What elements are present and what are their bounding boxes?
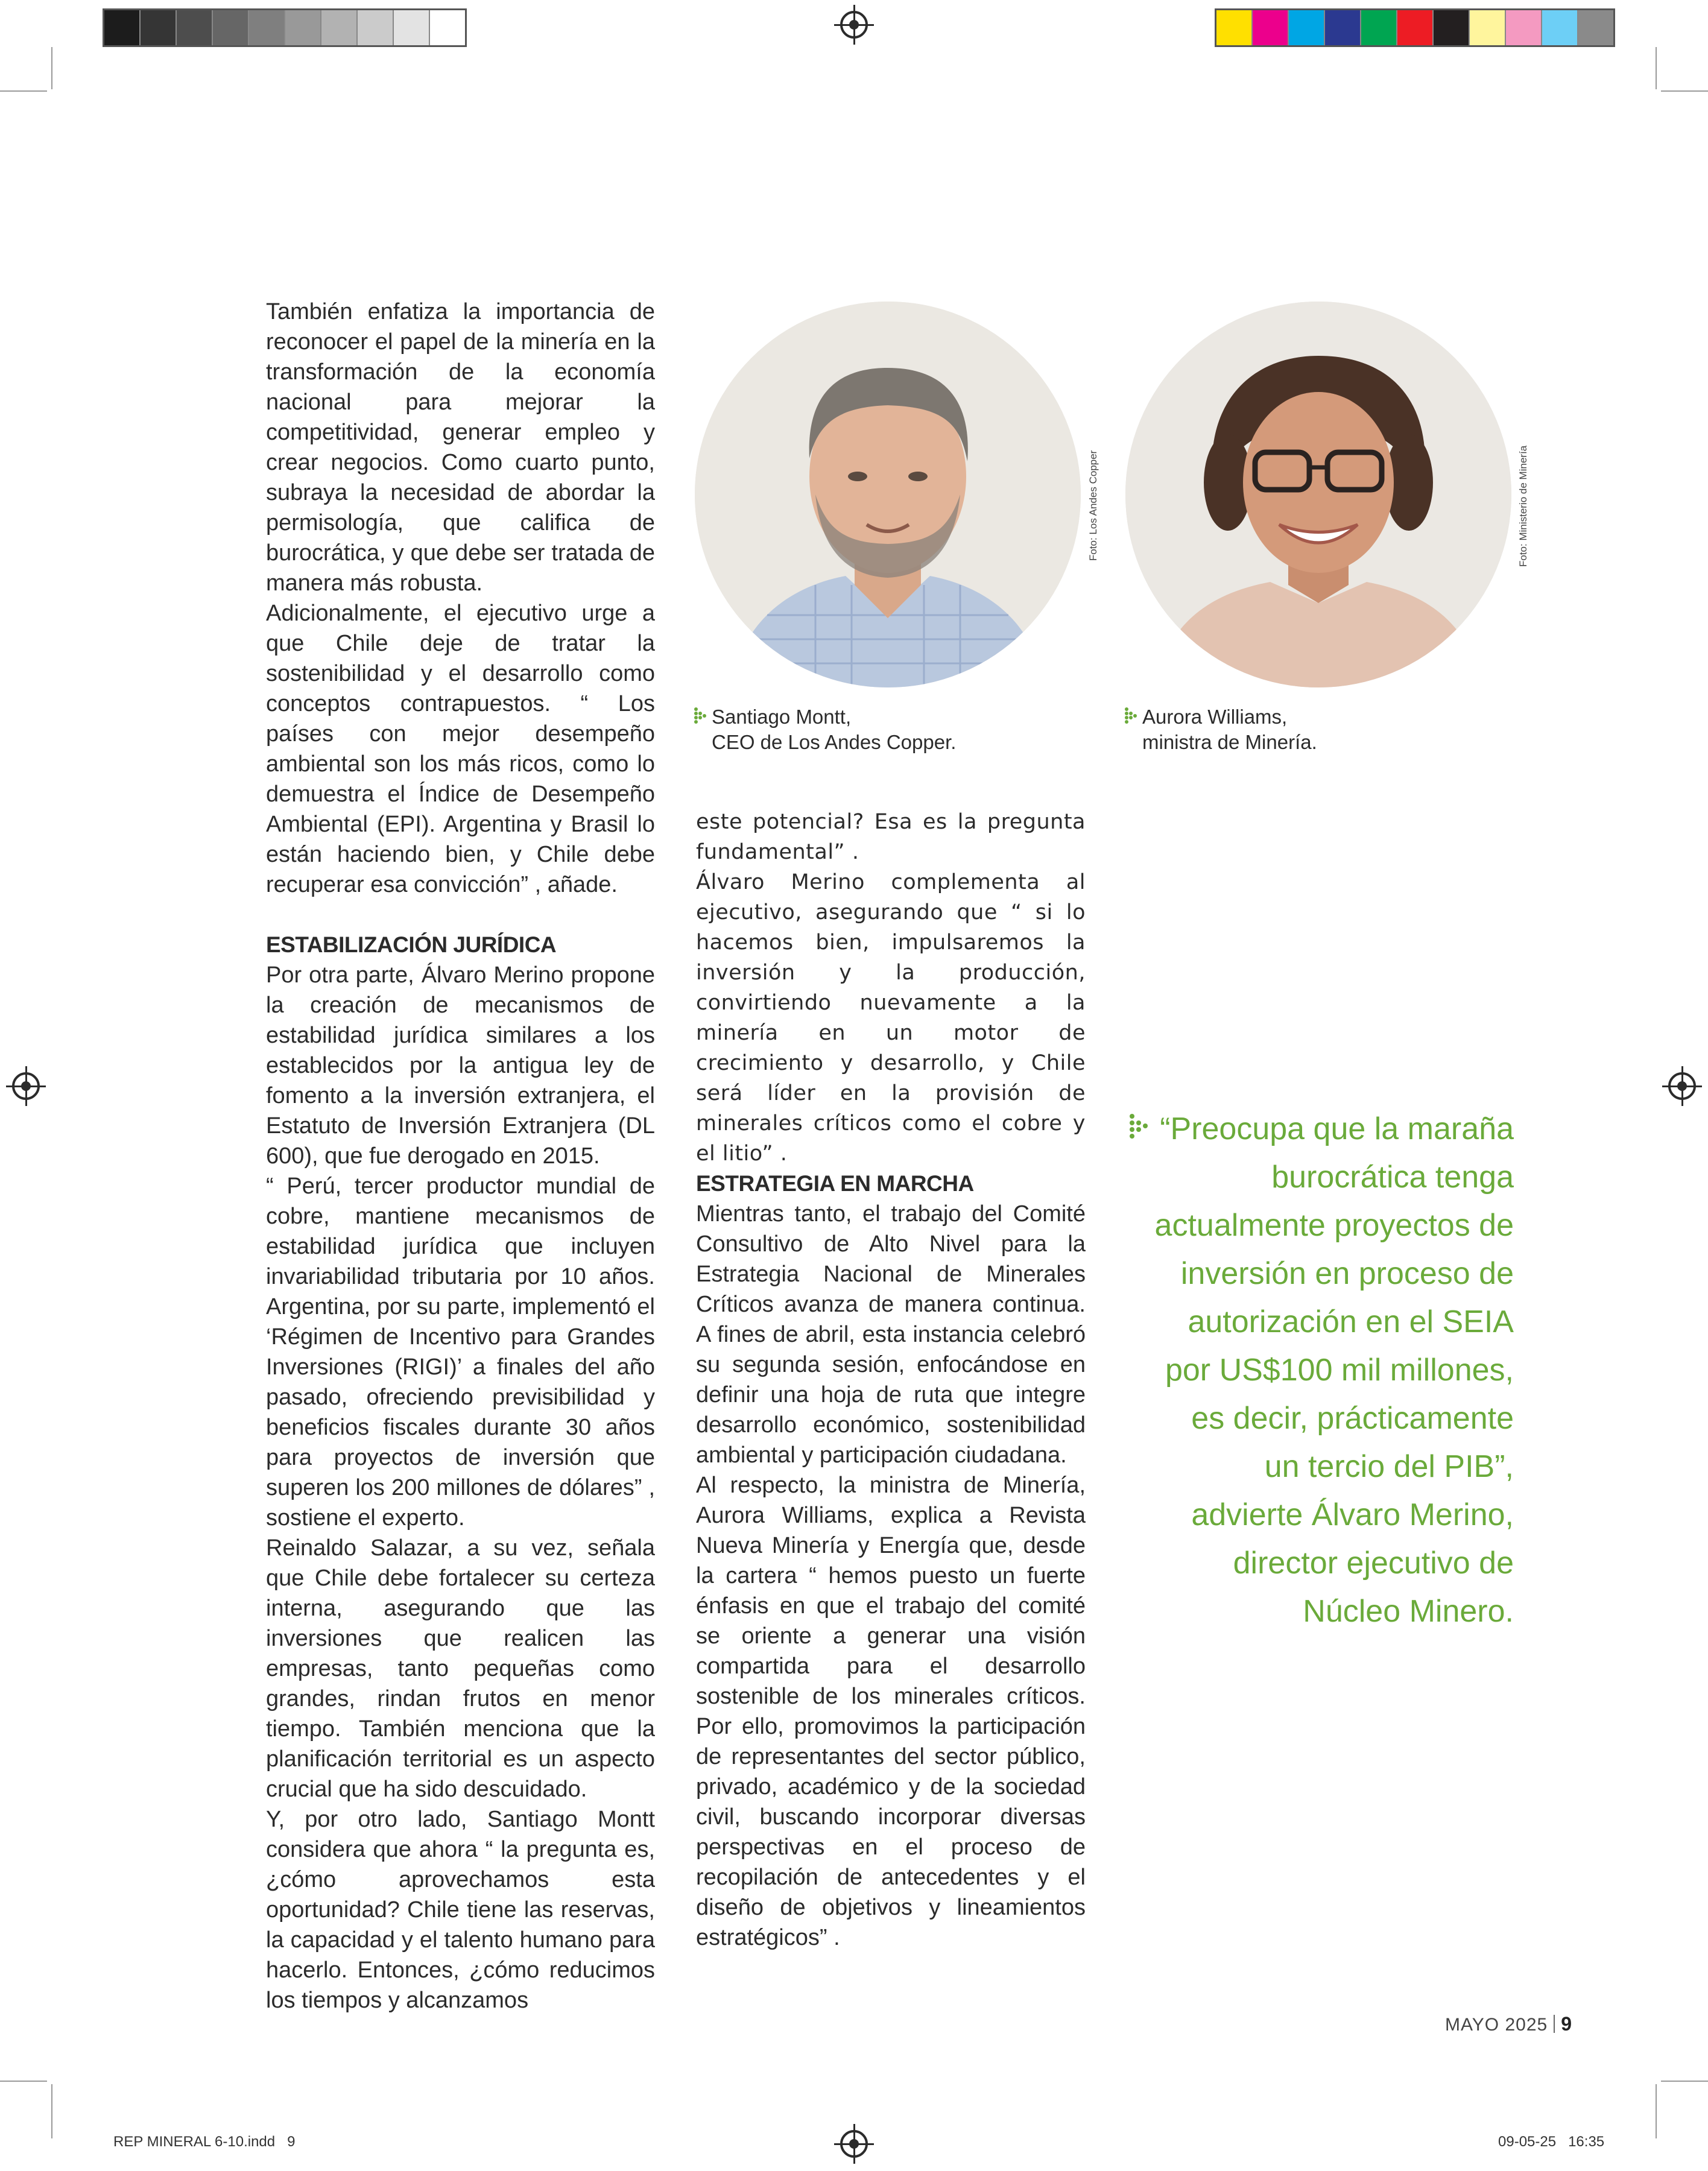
color-swatch bbox=[358, 10, 394, 45]
section-heading: ESTABILIZACIÓN JURÍDICA bbox=[266, 932, 557, 957]
photo-santiago-montt bbox=[695, 302, 1081, 687]
color-swatch bbox=[321, 10, 358, 45]
page-folio bbox=[1445, 2013, 1572, 2035]
color-swatch bbox=[1434, 10, 1470, 45]
color-swatch bbox=[285, 10, 321, 45]
registration-mark-top bbox=[840, 11, 868, 39]
color-swatch bbox=[1361, 10, 1397, 45]
caption-role: ministra de Minería. bbox=[1142, 731, 1317, 753]
paragraph: Adicionalmente, el ejecutivo urge a que Chile deje de tratar la sostenibilidad y el desarrollo como conceptos contrapuestos. “ Los países con mejor desempeño ambiental son los más ricos, como lo demuestra el Índice de Desempeño Ambiental (EPI). Argentina y Brasil lo están haciendo bien, y Chile debe recuperar esa convicción” , añade. bbox=[266, 601, 655, 897]
crop-mark bbox=[0, 90, 47, 92]
pull-quote-line: es decir, prácticamente bbox=[1191, 1401, 1514, 1436]
issue-month: MAYO 2025 bbox=[1445, 2015, 1548, 2035]
paragraph: Por otra parte, Álvaro Merino propone la creación de mecanismos de estabilidad jurídica similares a los establecidos por la antigua ley de fomento a la inversión extranjera, el Estatuto de Inversión Extranjera (DL 600), que fue derogado en 2015. bbox=[266, 962, 655, 1169]
pull-quote-line: advierte Álvaro Merino, bbox=[1191, 1497, 1514, 1532]
paragraph: Álvaro Merino complementa al ejecutivo, asegurando que “ si lo hacemos bien, impulsaremos la inversión y la producción, convirtiendo nuevamente a la minería en un motor de crecimiento y desarrollo, y Chile será líder en la provisión de minerales críticos como el cobre y el litio” . bbox=[696, 870, 1086, 1166]
crop-mark bbox=[51, 47, 52, 89]
gray-color-bar bbox=[103, 8, 467, 47]
color-swatch bbox=[394, 10, 430, 45]
crop-mark bbox=[51, 2084, 52, 2138]
paragraph: También enfatiza la importancia de reconocer el papel de la minería en la transformación de la economía nacional para mejorar la competitividad, generar empleo y crear negocios. Como cuarto punto, subraya la necesidad de abordar la permisología, que califica de burocrática, y que debe ser tratada de manera más robusta. bbox=[266, 299, 655, 596]
pull-quote-line: por US$100 mil millones, bbox=[1165, 1353, 1514, 1388]
color-swatch bbox=[430, 10, 465, 45]
pull-quote-line: autorización en el SEIA bbox=[1188, 1304, 1514, 1339]
pull-quote-line: “Preocupa que la maraña bbox=[1160, 1111, 1514, 1146]
paragraph: Y, por otro lado, Santiago Montt considera que ahora “ la pregunta es, ¿cómo aprovechamos esta oportunidad? Chile tiene las reservas, la capacidad y el talento humano para hacerlo. Entonces, ¿cómo reducimos los tiempos y alcanzamos bbox=[266, 1807, 655, 2013]
crop-mark bbox=[1661, 90, 1708, 92]
color-swatch bbox=[104, 10, 141, 45]
print-slug-date: 09-05-25 16:35 bbox=[1498, 2134, 1605, 2150]
page-number: 9 bbox=[1561, 2013, 1572, 2035]
pull-quote-line: Núcleo Minero. bbox=[1303, 1594, 1514, 1629]
photo-credit: Foto: Los Andes Copper bbox=[1087, 450, 1099, 561]
pull-quote-line: un tercio del PIB”, bbox=[1264, 1449, 1514, 1484]
color-swatch bbox=[249, 10, 285, 45]
registration-mark-left bbox=[12, 1072, 40, 1100]
registration-mark-bottom bbox=[840, 2130, 868, 2158]
color-swatch bbox=[1325, 10, 1361, 45]
pull-quote-line: burocrática tenga bbox=[1271, 1160, 1514, 1195]
caption-name: Santiago Montt, bbox=[712, 706, 852, 728]
crop-mark bbox=[1656, 2084, 1657, 2138]
color-swatch bbox=[1506, 10, 1542, 45]
color-swatch bbox=[141, 10, 177, 45]
color-swatch bbox=[1470, 10, 1506, 45]
color-swatch bbox=[1289, 10, 1325, 45]
crop-mark bbox=[0, 2081, 47, 2082]
color-swatch bbox=[1253, 10, 1289, 45]
paragraph: este potencial? Esa es la pregunta fundamental” . bbox=[696, 810, 1086, 864]
photo-caption-montt bbox=[712, 704, 956, 755]
article-column-2-bottom bbox=[696, 1169, 1086, 1953]
paragraph: Al respecto, la ministra de Minería, Aurora Williams, explica a Revista Nueva Minería y Energía que, desde la cartera “ hemos puesto un fuerte énfasis en que el trabajo del comité se oriente a generar una visión compartida para el desarrollo sostenible de los minerales críticos. Por ello, promovimos la participación de representantes del sector público, privado, académico y de la sociedad civil, buscando incorporar diversas perspectivas en el proceso de recopilación de antecedentes y el diseño de objetivos y lineamientos estratégicos” . bbox=[696, 1473, 1086, 1950]
pull-quote-line: inversión en proceso de bbox=[1180, 1256, 1514, 1291]
photo-aurora-williams bbox=[1125, 302, 1511, 687]
photo-caption-williams bbox=[1142, 704, 1317, 755]
paragraph: Reinaldo Salazar, a su vez, señala que Chile debe fortalecer su certeza interna, asegurando que las inversiones que realicen las empresas, tanto pequeñas como grandes, rindan frutos en menor tiempo. También menciona que la planificación territorial es un aspecto crucial que ha sido descuidado. bbox=[266, 1535, 655, 1802]
color-swatch bbox=[1578, 10, 1613, 45]
caption-role: CEO de Los Andes Copper. bbox=[712, 731, 957, 753]
color-swatch bbox=[1542, 10, 1578, 45]
crop-mark bbox=[1661, 2081, 1708, 2082]
process-color-bar bbox=[1215, 8, 1615, 47]
portrait-illustration-man bbox=[695, 302, 1081, 687]
registration-mark-right bbox=[1668, 1072, 1696, 1100]
portrait-illustration-woman bbox=[1125, 302, 1511, 687]
caption-name: Aurora Williams, bbox=[1142, 706, 1288, 728]
color-swatch bbox=[1397, 10, 1434, 45]
paragraph: “ Perú, tercer productor mundial de cobre, mantiene mecanismos de estabilidad jurídica que incluyen invariabilidad tributaria por 10 años. Argentina, por su parte, implementó el ‘Régimen de Incentivo para Grandes Inversiones (RIGI)’ a finales del año pasado, ofreciendo previsibilidad y beneficios fiscales durante 30 años para proyectos de inversión que superen los 200 millones de dólares” , sostiene el experto. bbox=[266, 1174, 655, 1531]
article-column-2-top bbox=[696, 807, 1086, 1169]
paragraph: Mientras tanto, el trabajo del Comité Consultivo de Alto Nivel para la Estrategia Nacional de Minerales Críticos avanza de manera continua. A fines de abril, esta instancia celebró su segunda sesión, enfocándose en definir una hoja de ruta que integre desarrollo económico, sostenibilidad ambiental y participación ciudadana. bbox=[696, 1201, 1086, 1468]
pull-quote bbox=[1122, 1105, 1514, 1635]
color-swatch bbox=[1216, 10, 1253, 45]
color-swatch bbox=[213, 10, 249, 45]
section-heading: ESTRATEGIA EN MARCHA bbox=[696, 1171, 974, 1196]
green-dots-bullet-icon bbox=[1124, 707, 1139, 725]
print-slug-file: REP MINERAL 6-10.indd 9 bbox=[113, 2134, 296, 2150]
photo-credit: Foto: Ministerio de Minería bbox=[1517, 445, 1529, 567]
color-swatch bbox=[177, 10, 213, 45]
article-column-1 bbox=[266, 297, 655, 2015]
pull-quote-line: actualmente proyectos de bbox=[1154, 1208, 1514, 1243]
crop-mark bbox=[1656, 47, 1657, 89]
green-dots-bullet-icon bbox=[694, 707, 708, 725]
pull-quote-line: director ejecutivo de bbox=[1233, 1546, 1514, 1581]
